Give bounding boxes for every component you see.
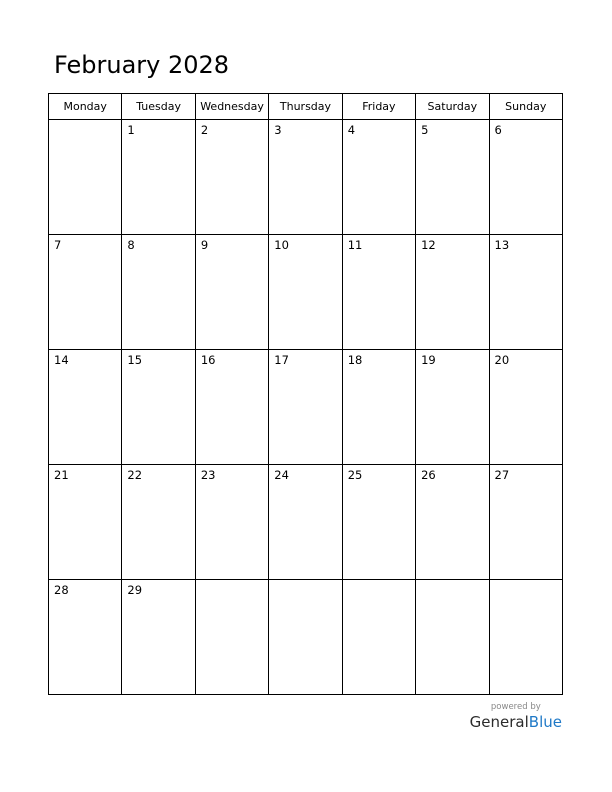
weekday-header-wednesday: Wednesday	[195, 94, 268, 120]
day-cell	[195, 350, 268, 465]
day-cell	[489, 465, 562, 580]
day-number: 8	[127, 238, 135, 252]
day-number	[49, 120, 121, 137]
day-number: 16	[200, 353, 216, 367]
day-number: 17	[274, 353, 289, 367]
day-number: 9	[200, 238, 209, 252]
day-cell	[342, 580, 415, 695]
day-number: 7	[54, 238, 62, 252]
calendar-title: February 2028	[54, 51, 230, 79]
day-number: 26	[421, 468, 436, 482]
day-cell	[122, 120, 195, 235]
generalblue-logo[interactable]	[470, 713, 562, 731]
day-number: 1	[127, 123, 135, 137]
day-number: 10	[274, 238, 289, 252]
weekday-header-sunday: Sunday	[489, 94, 562, 120]
day-cell	[49, 350, 122, 465]
day-cell	[195, 120, 268, 235]
day-number: 3	[274, 123, 282, 137]
day-cell	[416, 580, 489, 695]
day-number: 25	[347, 468, 363, 482]
day-number: 22	[127, 468, 143, 482]
day-cell	[489, 580, 562, 695]
day-cell	[489, 120, 562, 235]
day-cell	[269, 350, 342, 465]
day-number: 11	[347, 238, 363, 252]
day-cell	[416, 235, 489, 350]
day-cell	[489, 235, 562, 350]
day-cell	[122, 580, 195, 695]
day-cell	[342, 120, 415, 235]
day-number: 13	[494, 238, 510, 252]
day-cell	[49, 465, 122, 580]
day-cell	[342, 350, 415, 465]
day-number: 28	[54, 583, 69, 597]
day-number	[196, 580, 268, 597]
day-cell	[195, 465, 268, 580]
day-number: 21	[54, 468, 69, 482]
day-cell	[269, 120, 342, 235]
day-cell	[49, 235, 122, 350]
day-cell	[269, 235, 342, 350]
powered-by-label: powered by	[490, 702, 541, 712]
brand-blue-text: Blue	[528, 713, 562, 731]
day-cell	[342, 465, 415, 580]
day-number: 24	[274, 468, 289, 482]
day-number: 23	[200, 468, 216, 482]
day-cell	[416, 465, 489, 580]
day-cell	[269, 580, 342, 695]
day-number: 15	[127, 353, 143, 367]
weekday-header-monday: Monday	[49, 94, 122, 120]
day-number	[416, 580, 488, 597]
day-number	[269, 580, 341, 597]
day-number: 18	[347, 353, 363, 367]
week-row	[49, 235, 563, 350]
day-number	[490, 580, 562, 597]
day-number: 19	[421, 353, 436, 367]
day-number: 6	[494, 123, 502, 137]
day-cell	[195, 580, 268, 695]
day-cell	[416, 350, 489, 465]
day-cell	[195, 235, 268, 350]
week-row	[49, 465, 563, 580]
week-row	[49, 120, 563, 235]
day-number: 20	[494, 353, 510, 367]
day-cell	[122, 350, 195, 465]
generalblue-footer[interactable]	[470, 702, 562, 731]
day-cell	[489, 350, 562, 465]
day-number: 5	[421, 123, 429, 137]
weekday-header-saturday: Saturday	[416, 94, 489, 120]
week-row	[49, 580, 563, 695]
day-cell	[269, 465, 342, 580]
weekday-header-thursday: Thursday	[269, 94, 342, 120]
calendar-grid	[48, 93, 563, 695]
day-number: 29	[127, 583, 143, 597]
day-number	[343, 580, 415, 597]
week-row	[49, 350, 563, 465]
day-cell	[49, 120, 122, 235]
day-number: 12	[421, 238, 436, 252]
brand-general-text: General	[469, 713, 529, 731]
day-number: 2	[200, 123, 209, 137]
weekday-header-row	[49, 94, 563, 120]
day-number: 27	[494, 468, 510, 482]
day-cell	[416, 120, 489, 235]
day-cell	[122, 235, 195, 350]
day-cell	[122, 465, 195, 580]
weekday-header-friday: Friday	[342, 94, 415, 120]
day-cell	[342, 235, 415, 350]
day-number: 4	[347, 123, 356, 137]
day-number: 14	[54, 353, 69, 367]
day-cell	[49, 580, 122, 695]
weekday-header-tuesday: Tuesday	[122, 94, 195, 120]
